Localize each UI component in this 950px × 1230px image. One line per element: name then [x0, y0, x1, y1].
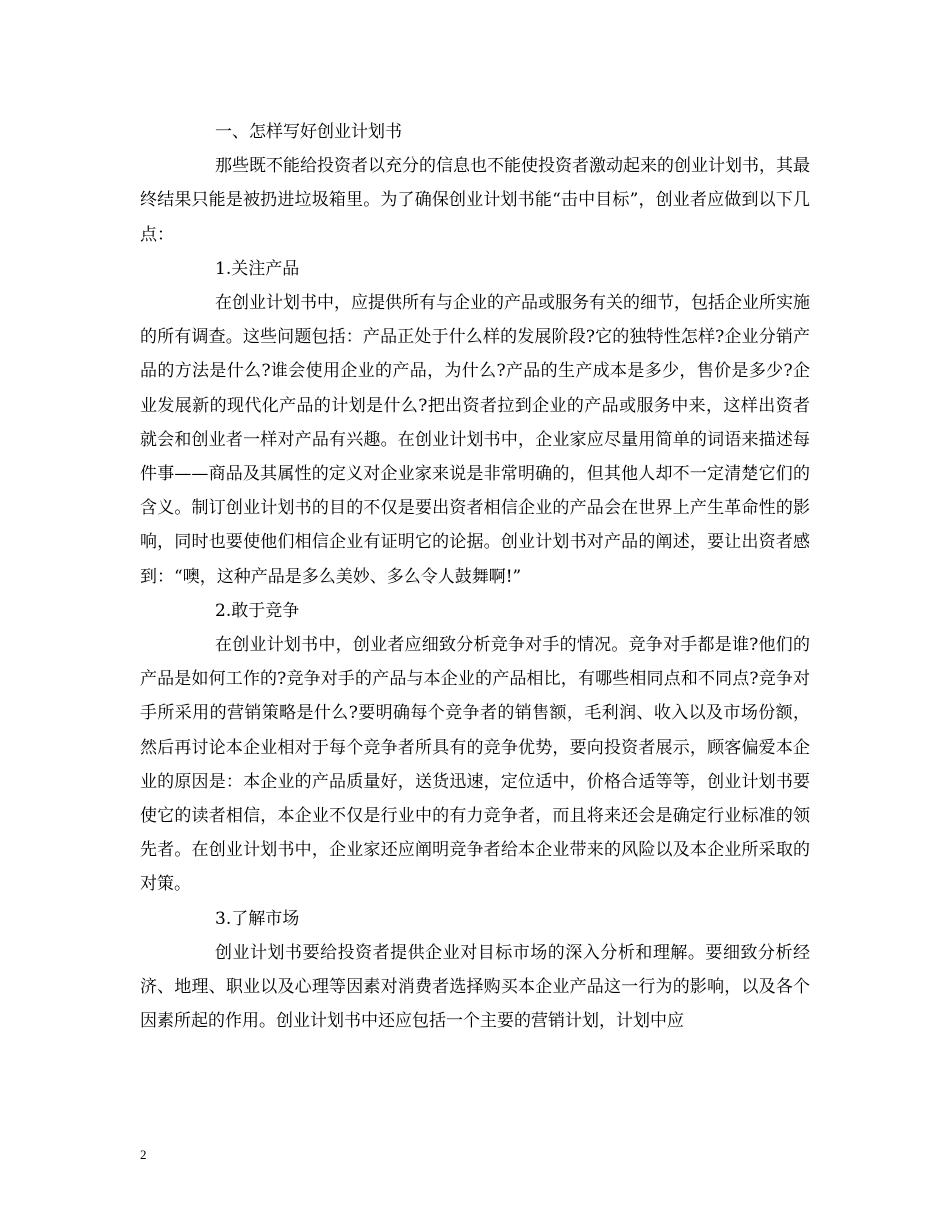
- subheading-dare-to-compete: 2.敢于竞争: [215, 600, 300, 621]
- section-heading-main: 一、怎样写好创业计划书: [215, 122, 402, 142]
- page-number: 2: [140, 1147, 147, 1162]
- paragraph-focus-product: 在创业计划书中，应提供所有与企业的产品或服务有关的细节，包括企业所实施的所有调查。这些问题包括：产品正处于什么样的发展阶段?它的独特性怎样?企业分销产品的方法是什么?谁会使用企业的产品，为什么?产品的生产成本是多少，售价是多少?企业发展新的现代化产品的计划是什么?把出资者拉到企业的产品或服务中来，这样出资者就会和创业者一样对产品有兴趣。在创业计划书中，企业家应尽量用简单的词语来描述每件事——商品及其属性的定义对企业家来说是非常明确的，但其他人却不一定清楚它们的含义。制订创业计划书的目的不仅是要出资者相信企业的产品会在世界上产生革命性的影响，同时也要使他们相信企业有证明它的论据。创业计划书对产品的阐述，要让出资者感到：“噢，这种产品是多么美妙、多么令人鼓舞啊!”: [140, 293, 810, 587]
- paragraph-understand-market: 创业计划书要给投资者提供企业对目标市场的深入分析和理解。要细致分析经济、地理、职业以及心理等因素对消费者选择购买本企业产品这一行为的影响，以及各个因素所起的作用。创业计划书中还应包括一个主要的营销计划，计划中应: [140, 942, 810, 1032]
- paragraph-dare-to-compete: 在创业计划书中，创业者应细致分析竞争对手的情况。竞争对手都是谁?他们的产品是如何工作的?竞争对手的产品与本企业的产品相比，有哪些相同点和不同点?竞争对手所采用的营销策略是什么?要明确每个竞争者的销售额，毛利润、收入以及市场份额，然后再讨论本企业相对于每个竞争者所具有的竞争优势，要向投资者展示，顾客偏爱本企业的原因是：本企业的产品质量好，送货迅速，定位适中，价格合适等等，创业计划书要使它的读者相信，本企业不仅是行业中的有力竞争者，而且将来还会是确定行业标准的领先者。在创业计划书中，企业家还应阐明竞争者给本企业带来的风险以及本企业所采取的对策。: [140, 635, 810, 895]
- subheading-understand-market: 3.了解市场: [215, 908, 300, 929]
- subheading-focus-product: 1.关注产品: [215, 258, 300, 279]
- document-body: [140, 115, 810, 1038]
- paragraph-intro: 那些既不能给投资者以充分的信息也不能使投资者激动起来的创业计划书，其最终结果只能是被扔进垃圾箱里。为了确保创业计划书能“击中目标”，创业者应做到以下几点：: [140, 156, 810, 245]
